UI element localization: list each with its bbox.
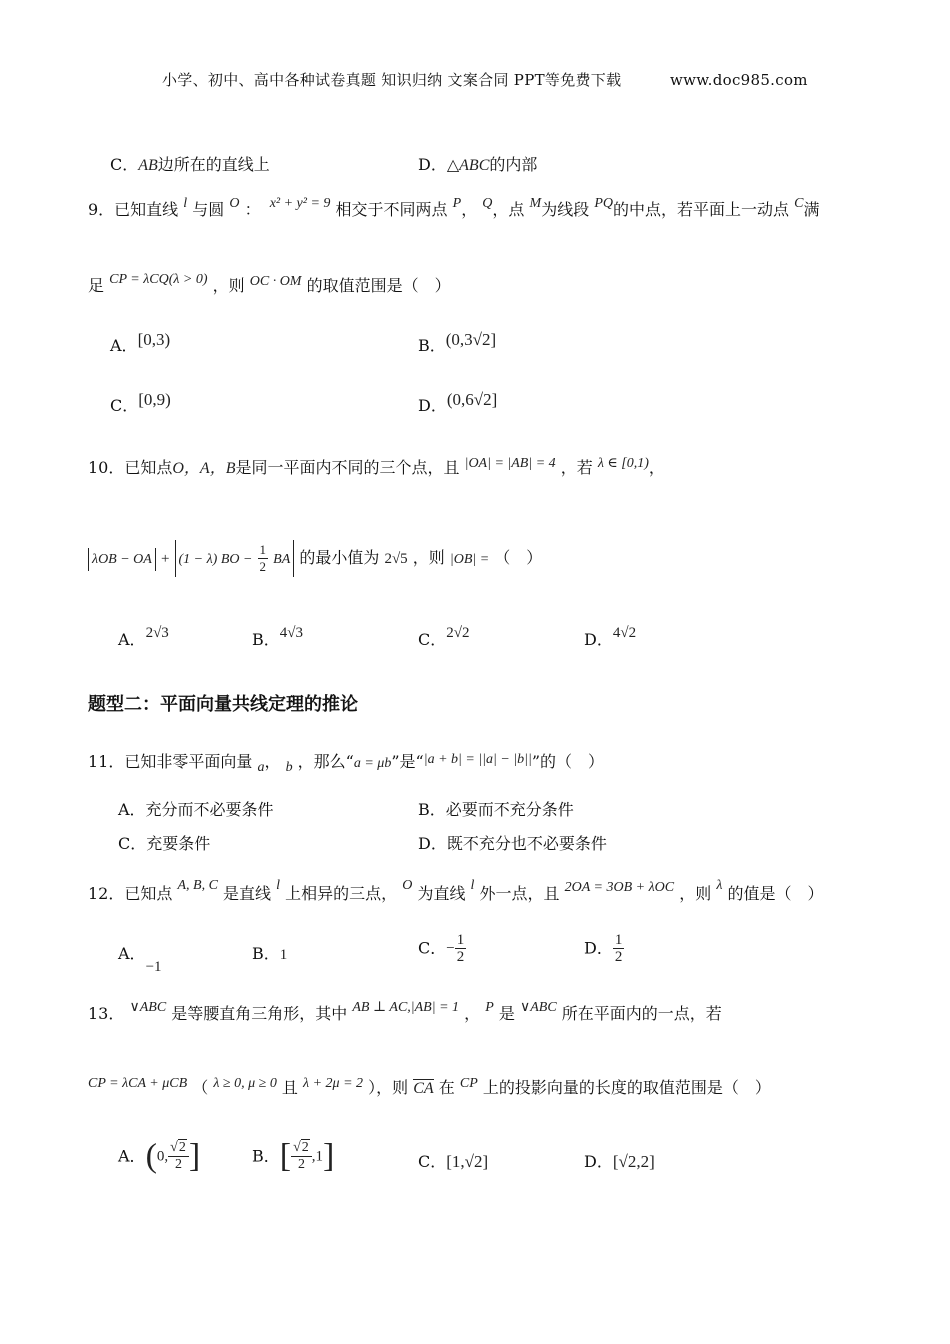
q9-option-d: D．(0,6√2] — [418, 390, 498, 415]
q12-option-b: B．1 — [252, 944, 288, 963]
q12-option-d: D． $\frac{1}{2}$ — [584, 932, 623, 965]
q10-line1: 10．已知点O，A，B是同一平面内不同的三个点，且 |OA| = |AB| = 4 ，若 λ ∈ [0,1)， — [88, 456, 665, 477]
header-url[interactable]: www.doc985.com — [670, 71, 808, 89]
q13-option-c: C．[1,√2] — [418, 1152, 489, 1171]
q10-option-c: C．2√2 — [418, 625, 470, 649]
q13-line1: 13． ∨ABC 是等腰直角三角形，其中 AB ⊥ AC,|AB| = 1 ， P 是 ∨ABC 所在平面内的一点，若 — [88, 1000, 722, 1023]
q10-option-d: D．4√2 — [584, 625, 637, 649]
q12-stem: 12．已知点 A, B, C 是直线 l 上相异的三点， O 为直线 l 外一点，且 2OA = 3OB + λOC ，则 λ 的值是（ ） — [88, 878, 824, 903]
q13-line2: CP = λCA + μCB （ λ ≥ 0, μ ≥ 0 且 λ + 2μ = 2 ），则 CA 在 CP 上的投影向量的长度的取值范围是（ ） — [88, 1076, 771, 1097]
q8-option-d: D．△ABC的内部 — [418, 155, 538, 174]
q9-option-c: C．[0,9) — [110, 390, 171, 415]
q11-option-b: B．必要而不充分条件 — [418, 800, 574, 819]
q8-option-c: C．AB边所在的直线上 — [110, 155, 270, 174]
q9-line1: 9．已知直线 l 与圆 O ： x² + y² = 9 相交于不同两点 P， Q，点 M为线段 PQ的中点，若平面上一动点 C满 — [88, 196, 820, 219]
q9-option-a: A．[0,3) — [110, 330, 171, 355]
q11-option-c: C．充要条件 — [118, 834, 211, 853]
q11-stem: 11．已知非零平面向量 a， b ，那么“a = μb”是“|a + b| = ||a| − |b||”的（ ） — [88, 752, 605, 775]
q10-line2: λOB − OA + (1 − λ) BO − $\frac{1}{2}$ BA 的最小值为 2√5 ，则 |OB| = （ ） — [88, 540, 542, 577]
section-heading: 题型二：平面向量共线定理的推论 — [88, 694, 358, 715]
q13-option-d: D．[√2,2] — [584, 1152, 655, 1171]
q12-option-a: A．−1 — [118, 944, 162, 975]
q10-option-b: B．4√3 — [252, 625, 303, 649]
q9-option-b: B．(0,3√2] — [418, 330, 497, 355]
q12-option-c: C．− $\frac{1}{2}$ — [418, 932, 465, 965]
q13-option-b: B．[ $\frac{√2}{2}$ ,1] — [252, 1137, 335, 1175]
q13-option-a: A．(0, $\frac{√2}{2}$ ] — [118, 1137, 201, 1175]
q11-option-a: A．充分而不必要条件 — [118, 800, 274, 819]
q11-option-d: D．既不充分也不必要条件 — [418, 834, 607, 853]
q9-line2: 足 CP = λCQ(λ > 0) ，则 OC · OM 的取值范围是（ ） — [88, 272, 451, 295]
q10-option-a: A．2√3 — [118, 625, 169, 649]
header-text: 小学、初中、高中各种试卷真题 知识归纳 文案合同 PPT等免费下载 — [162, 71, 622, 89]
